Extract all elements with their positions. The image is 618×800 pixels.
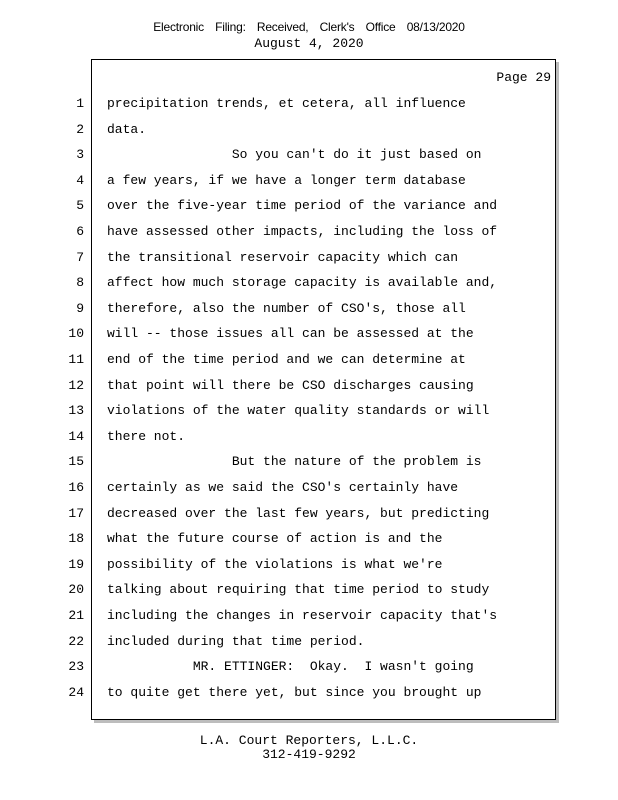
line-number: 24 (68, 684, 84, 700)
line-number: 10 (68, 326, 84, 342)
line-number: 12 (68, 377, 84, 393)
line-number: 23 (68, 659, 84, 675)
filing-stamp (0, 20, 618, 34)
transcript-line: talking about requiring that time period to study (107, 582, 490, 598)
stamp-office: Office (365, 20, 396, 34)
transcript-line: there not. (107, 428, 186, 444)
transcript-line: the transitional reservoir capacity which can (107, 249, 459, 265)
transcript-line: MR. ETTINGER: Okay. I wasn't going (107, 659, 474, 675)
stamp-filing: Filing: (215, 20, 246, 34)
stamp-clerks: Clerk's (319, 20, 355, 34)
line-number: 21 (68, 608, 84, 623)
line-number: 11 (68, 352, 84, 367)
line-number: 9 (76, 300, 84, 316)
transcript-line: over the five-year time period of the variance and (107, 198, 498, 214)
transcript-line: included during that time period. (107, 633, 365, 649)
transcript-line: including the changes in reservoir capacity that's (107, 608, 498, 623)
transcript-line: affect how much storage capacity is available and, (107, 275, 498, 291)
line-number: 4 (76, 172, 84, 188)
transcript-line: certainly as we said the CSO's certainly have (107, 480, 459, 495)
transcript-line: violations of the water quality standards or will (107, 403, 490, 419)
line-number: 19 (68, 556, 84, 572)
line-number: 8 (76, 275, 84, 291)
line-number: 6 (76, 224, 84, 239)
line-number: 17 (68, 505, 84, 521)
line-number: 16 (68, 480, 84, 495)
line-number: 22 (68, 633, 84, 649)
line-number: 7 (76, 249, 84, 265)
line-number: 20 (68, 582, 84, 598)
transcript-line: decreased over the last few years, but predicting (107, 505, 490, 521)
transcript-line: So you can't do it just based on (107, 147, 482, 163)
transcript-line: to quite get there yet, but since you brought up (107, 684, 482, 700)
transcript-line: will -- those issues all can be assessed at the (107, 326, 474, 342)
line-number: 5 (76, 198, 84, 214)
transcript-line: what the future course of action is and the (107, 531, 443, 547)
line-number: 15 (68, 454, 84, 470)
page-number: Page 29 (496, 70, 551, 85)
line-number: 3 (76, 147, 84, 163)
line-number: 14 (68, 428, 84, 444)
transcript-line: data. (107, 121, 147, 137)
line-number: 18 (68, 531, 84, 547)
transcript-line: But the nature of the problem is (107, 454, 482, 470)
stamp-electronic: Electronic (153, 20, 204, 34)
transcript-line: that point will there be CSO discharges causing (107, 377, 474, 393)
reporter-company: L.A. Court Reporters, L.L.C. (199, 733, 419, 748)
hearing-date: August 4, 2020 (254, 36, 364, 51)
stamp-date: 08/13/2020 (406, 20, 465, 34)
transcript-line: possibility of the violations is what we're (107, 556, 443, 572)
line-number: 13 (68, 403, 84, 419)
transcript-line: end of the time period and we can determine at (107, 352, 466, 367)
line-number: 2 (76, 121, 84, 137)
reporter-phone: 312-419-9292 (262, 747, 356, 762)
line-number: 1 (76, 96, 84, 111)
stamp-received: Received, (256, 20, 309, 34)
transcript-line: a few years, if we have a longer term database (107, 172, 466, 188)
transcript-line: precipitation trends, et cetera, all influence (107, 96, 466, 111)
transcript-line: have assessed other impacts, including the loss of (107, 224, 498, 239)
transcript-line: therefore, also the number of CSO's, those all (107, 300, 466, 316)
